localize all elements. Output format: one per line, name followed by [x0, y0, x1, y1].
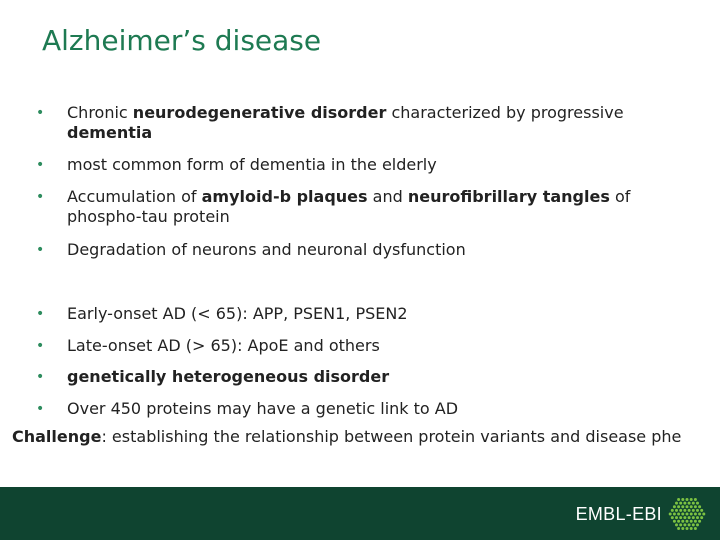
footer-bar — [0, 487, 720, 540]
bullet-text — [67, 155, 696, 175]
bullet-item — [36, 187, 696, 227]
logo-dot — [688, 502, 691, 505]
bullet-text — [67, 240, 696, 260]
embl-ebi-logo-text: EMBL-EBI — [575, 504, 662, 524]
logo-dot — [694, 520, 697, 523]
logo-dot — [683, 516, 686, 519]
logo-dot — [683, 502, 686, 505]
bullet-text-part: amyloid-b plaques — [201, 187, 368, 206]
logo-dot — [694, 505, 697, 508]
logo-dot — [675, 509, 678, 512]
bullet-text-part: Over 450 proteins may have a genetic link to AD — [67, 399, 459, 418]
slide-title: Alzheimer’s disease — [42, 24, 322, 57]
logo-dot — [696, 516, 699, 519]
bullet-text-part: dementia — [67, 123, 153, 142]
bullet-text-part: neurofibrillary tangles — [407, 187, 610, 206]
bullet-text — [67, 103, 696, 143]
bullet-item — [36, 103, 696, 143]
logo-dot — [690, 513, 693, 516]
logo-dot — [692, 523, 695, 526]
bullet-item — [36, 367, 696, 387]
logo-dot — [690, 498, 693, 501]
bullet-text — [67, 336, 696, 356]
bullet-text-part: characterized by progressive — [386, 103, 624, 122]
logo-dot — [698, 513, 701, 516]
bullet-dot-icon: • — [36, 338, 45, 354]
logo-dot — [671, 509, 674, 512]
logo-dot — [677, 520, 680, 523]
bullet-dot-icon: • — [36, 242, 45, 258]
logo-dot — [673, 513, 676, 516]
bullet-dot-icon: • — [36, 401, 45, 417]
logo-dot — [673, 505, 676, 508]
bullet-dot-icon: • — [36, 189, 45, 205]
bullet-text-part: Degradation of neurons and neuronal dysfunction — [67, 240, 466, 259]
logo-dot — [675, 502, 678, 505]
bullet-text — [67, 304, 696, 324]
logo-dot — [681, 505, 684, 508]
logo-dot — [700, 509, 703, 512]
logo-dot — [677, 527, 680, 530]
logo-dot — [675, 523, 678, 526]
logo-dot — [669, 513, 672, 516]
bullet-text-part: genetically heterogeneous disorder — [67, 367, 390, 386]
logo-dot — [686, 527, 689, 530]
logo-dot — [688, 523, 691, 526]
logo-dot — [683, 523, 686, 526]
logo-dot — [679, 502, 682, 505]
bullet-dot-icon: • — [36, 157, 45, 173]
logo-dot — [686, 505, 689, 508]
bullet-text — [67, 399, 696, 419]
logo-dot — [692, 516, 695, 519]
bullet-dot-icon: • — [36, 105, 45, 121]
bullet-text-part: neurodegenerative disorder — [132, 103, 387, 122]
logo-dot — [671, 516, 674, 519]
logo-dot — [686, 498, 689, 501]
bullet-dot-icon: • — [36, 306, 45, 322]
logo-dot — [681, 520, 684, 523]
challenge-label: Challenge — [12, 427, 102, 446]
logo-dot — [688, 509, 691, 512]
logo-dot — [679, 516, 682, 519]
logo-dot — [692, 509, 695, 512]
logo-dot — [675, 516, 678, 519]
bullet-item — [36, 304, 696, 324]
bullet-text-part: Late-onset AD (> 65): ApoE and others — [67, 336, 380, 355]
bullet-text-part: Accumulation of — [67, 187, 202, 206]
challenge-text: : establishing the relationship between protein variants and disease phe — [101, 427, 682, 446]
logo-dot — [677, 513, 680, 516]
bullet-item — [36, 240, 696, 260]
logo-dot — [694, 527, 697, 530]
logo-dot — [696, 523, 699, 526]
logo-dot — [679, 509, 682, 512]
logo-dot — [673, 520, 676, 523]
bullet-text-part: Chronic — [67, 103, 133, 122]
logo-dot — [683, 509, 686, 512]
logo-dot — [696, 502, 699, 505]
logo-dot — [686, 520, 689, 523]
logo-dot — [700, 516, 703, 519]
logo-dot — [677, 498, 680, 501]
challenge-statement — [12, 427, 718, 447]
logo-dot — [686, 513, 689, 516]
logo-dot — [690, 505, 693, 508]
logo-dot — [681, 527, 684, 530]
bullet-item — [36, 399, 696, 419]
bullet-text-part: Early-onset AD (< 65): APP, PSEN1, PSEN2 — [67, 304, 408, 323]
logo-dot — [681, 513, 684, 516]
logo-dot — [694, 513, 697, 516]
bullet-item — [36, 155, 696, 175]
logo-dot — [698, 505, 701, 508]
logo-dot — [690, 520, 693, 523]
logo-dot — [696, 509, 699, 512]
bullet-dot-icon: • — [36, 369, 45, 385]
logo-dot — [677, 505, 680, 508]
logo-dot — [692, 502, 695, 505]
bullet-text-part: and — [367, 187, 408, 206]
logo-dot — [690, 527, 693, 530]
bullet-text — [67, 367, 696, 387]
logo-dot — [698, 520, 701, 523]
logo-dot — [681, 498, 684, 501]
logo-dot — [694, 498, 697, 501]
bullet-item — [36, 336, 696, 356]
logo-dot — [702, 513, 705, 516]
logo-dot — [688, 516, 691, 519]
bullet-text-part: of phospho-tau protein — [67, 187, 631, 226]
logo-dot — [679, 523, 682, 526]
embl-ebi-logo-icon — [664, 491, 710, 537]
bullet-text-part: most common form of dementia in the elderly — [67, 155, 437, 174]
bullet-text — [67, 187, 696, 227]
